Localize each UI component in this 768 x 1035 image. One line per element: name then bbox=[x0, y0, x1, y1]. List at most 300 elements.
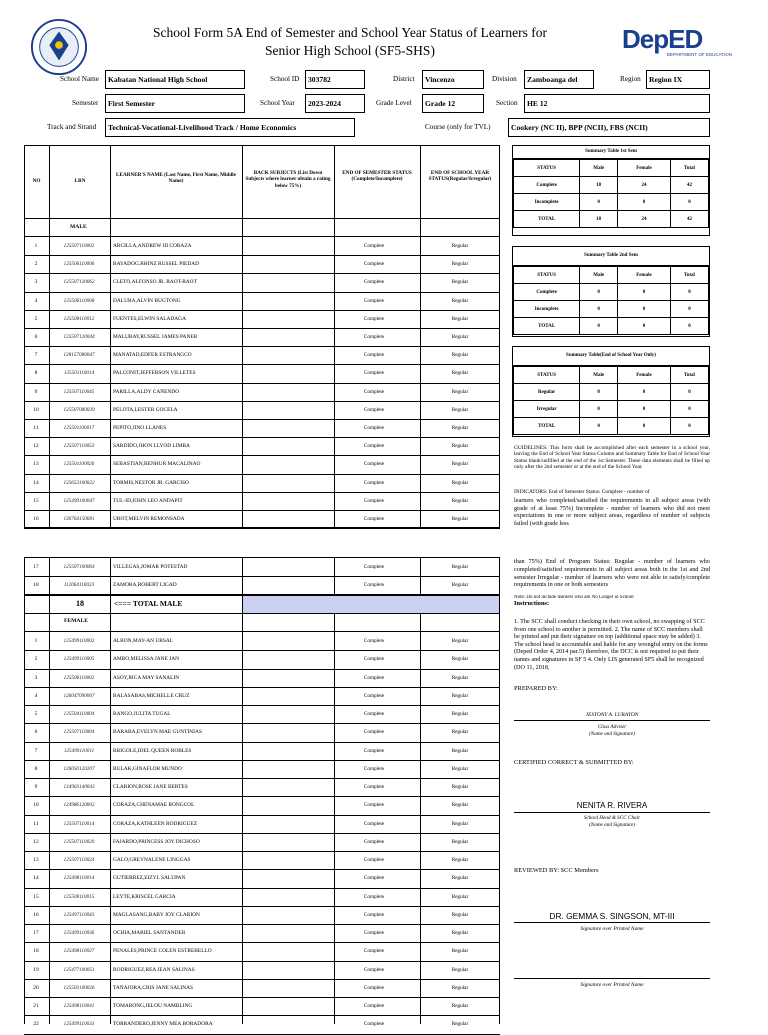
end-semester-status: Complete bbox=[363, 893, 385, 900]
school-head-signature-line bbox=[514, 812, 710, 813]
region-label: Region bbox=[620, 75, 641, 83]
learner-name: PARILLA,ALDY CAÑENDO bbox=[113, 388, 180, 395]
school-head-name: NENITA R. RIVERA bbox=[576, 801, 648, 810]
learner-lrn: 125508110012 bbox=[63, 315, 95, 322]
learner-name: DALURA,ALVIN BUGTONG bbox=[113, 297, 181, 304]
scc-signature-caption-2: Signature over Printed Name bbox=[580, 982, 644, 988]
form-title bbox=[100, 24, 600, 60]
school-year-label: School Year bbox=[260, 99, 295, 107]
end-year-status: Regular bbox=[451, 729, 469, 736]
learner-no: 19 bbox=[33, 966, 39, 973]
division-field: Zamboanga del bbox=[524, 70, 594, 89]
end-year-status: Regular bbox=[451, 875, 469, 882]
division-label: Division bbox=[492, 75, 517, 83]
end-year-status: Regular bbox=[451, 1003, 469, 1009]
school-head-role: School Head & SCC Chair bbox=[583, 815, 641, 821]
table-row bbox=[24, 558, 499, 576]
learner-lrn: 112064110023 bbox=[63, 582, 95, 589]
summary-3-title: Summary Table(End of School Year Only) bbox=[513, 347, 709, 366]
learner-no: 10 bbox=[33, 802, 39, 809]
table-row bbox=[24, 906, 499, 924]
learner-name: BANGO,JULITA TUGAL bbox=[113, 711, 171, 717]
end-year-status: Regular bbox=[451, 893, 469, 900]
learner-lrn: 125507120062 bbox=[63, 279, 95, 286]
learner-no: 13 bbox=[33, 857, 39, 863]
table-row bbox=[24, 310, 499, 328]
summary-table-1st-sem bbox=[512, 145, 710, 236]
end-semester-status: Complete bbox=[363, 838, 385, 845]
header-lrn: LRN bbox=[74, 178, 86, 184]
summary-value-cell: 0 bbox=[618, 284, 671, 301]
learner-lrn: 125508110015 bbox=[63, 893, 95, 900]
learner-name: BALASABAS,MICHELLE CRUZ bbox=[113, 692, 190, 699]
summary-value-cell: 0 bbox=[670, 418, 708, 435]
summary-value-cell: 18 bbox=[580, 211, 618, 228]
end-semester-status: Complete bbox=[363, 857, 385, 863]
end-semester-status: Complete bbox=[363, 729, 385, 736]
learner-no: 1 bbox=[34, 638, 38, 644]
learner-lrn: 125507080039 bbox=[63, 406, 95, 413]
summary-row bbox=[514, 211, 709, 228]
section-label: Section bbox=[496, 99, 518, 107]
end-year-status: Regular bbox=[451, 984, 469, 991]
total-male-count: 18 bbox=[76, 599, 84, 608]
summary-value-cell: 0 bbox=[580, 384, 618, 401]
learner-lrn: 125477100051 bbox=[63, 966, 95, 973]
end-semester-status: Complete bbox=[363, 984, 385, 991]
learner-lrn: 125499110011 bbox=[63, 747, 95, 754]
learner-name: PEPITO,JINO LLANES bbox=[113, 425, 167, 431]
learner-no: 1 bbox=[34, 243, 38, 249]
table-row bbox=[24, 1015, 499, 1033]
learner-name: SEBASTIAN,BENHUR MACALINAO bbox=[113, 461, 201, 468]
table-row bbox=[24, 723, 499, 741]
table-row bbox=[24, 455, 499, 473]
end-year-status: Regular bbox=[451, 711, 469, 717]
table-row bbox=[24, 778, 499, 796]
learner-lrn: 125499110002 bbox=[63, 638, 95, 644]
summary-value-cell: Male bbox=[580, 267, 618, 284]
table-row bbox=[24, 979, 499, 997]
learner-no: 12 bbox=[33, 443, 39, 450]
end-year-status: Regular bbox=[451, 656, 469, 663]
summary-row bbox=[514, 284, 709, 301]
summary-status-cell: Irregular bbox=[514, 401, 580, 418]
table-row bbox=[24, 492, 499, 510]
end-year-status: Regular bbox=[451, 425, 469, 431]
table-row bbox=[24, 888, 499, 906]
end-semester-status: Complete bbox=[363, 820, 385, 827]
summary-value-cell: 0 bbox=[580, 284, 618, 301]
learner-no: 15 bbox=[33, 893, 39, 900]
learner-lrn: 125507110020 bbox=[63, 838, 95, 845]
table-row bbox=[24, 961, 499, 979]
summary-status-cell: STATUS bbox=[514, 367, 580, 384]
summary-table-end-of-year bbox=[512, 346, 710, 437]
summary-value-cell: Total bbox=[670, 367, 708, 384]
end-year-status: Regular bbox=[451, 692, 469, 699]
prepared-by-label: PREPARED BY: bbox=[514, 685, 558, 692]
end-year-status: Regular bbox=[451, 948, 469, 955]
learner-name: TOMARONG,JELOU NAMBLING bbox=[113, 1003, 193, 1009]
summary-status-cell: Complete bbox=[514, 177, 580, 194]
scc-signature-caption-1: Signature over Printed Name bbox=[580, 926, 644, 932]
school-head-signature-caption: (Name and Signature) bbox=[589, 822, 635, 828]
instructions-title: Instructions: bbox=[514, 600, 550, 607]
end-year-status: Regular bbox=[451, 261, 469, 268]
table-row bbox=[24, 292, 499, 310]
end-year-status: Regular bbox=[451, 352, 469, 359]
summary-row bbox=[514, 301, 709, 318]
table-row bbox=[24, 437, 499, 455]
end-semester-status: Complete bbox=[363, 352, 385, 359]
learner-name: ARCILLA,ANDREW III CORAZA bbox=[113, 243, 192, 249]
summary-table-2nd-sem bbox=[512, 246, 710, 337]
learner-lrn: 125506110002 bbox=[63, 674, 95, 681]
learner-no: 9 bbox=[34, 388, 38, 395]
learner-lrn: 125501110014 bbox=[63, 370, 95, 377]
title-line-2: Senior High School (SF5-SHS) bbox=[265, 43, 435, 58]
learner-no: 12 bbox=[33, 838, 39, 845]
end-year-status: Regular bbox=[451, 1021, 469, 1028]
learner-lrn: 125507110004 bbox=[63, 729, 95, 736]
learner-no: 18 bbox=[33, 582, 39, 589]
end-semester-status: Complete bbox=[363, 582, 385, 589]
total-male-label: <=== TOTAL MALE bbox=[114, 599, 183, 608]
end-semester-status: Complete bbox=[363, 516, 385, 522]
table-row bbox=[24, 796, 499, 814]
summary-status-cell: Incomplete bbox=[514, 301, 580, 318]
school-year-field: 2023-2024 bbox=[305, 94, 365, 113]
district-field: Vincenzo bbox=[422, 70, 484, 89]
table-row bbox=[24, 833, 499, 851]
district-label: District bbox=[393, 75, 415, 83]
learner-no: 7 bbox=[34, 352, 38, 359]
end-semester-status: Complete bbox=[363, 638, 385, 644]
end-semester-status: Complete bbox=[363, 1003, 385, 1009]
end-semester-status: Complete bbox=[363, 261, 385, 268]
table-row bbox=[24, 742, 499, 760]
learner-name: MAGLASANG,BABY JOY CLARION bbox=[113, 911, 200, 918]
end-year-status: Regular bbox=[451, 820, 469, 827]
end-year-status: Regular bbox=[451, 479, 469, 486]
learner-no: 21 bbox=[33, 1003, 39, 1009]
table-row bbox=[24, 669, 499, 687]
learner-lrn: 125507110053 bbox=[63, 443, 95, 450]
summary-value-cell: 24 bbox=[618, 211, 671, 228]
learner-name: ZAMORA,ROBERT LIGAD bbox=[113, 582, 177, 589]
end-semester-status: Complete bbox=[363, 564, 385, 570]
end-semester-status: Complete bbox=[363, 388, 385, 395]
note-text: Note: Do not include learners who are No Longer in School bbox=[514, 595, 634, 600]
table-row bbox=[24, 687, 499, 705]
summary-header-row bbox=[514, 160, 709, 177]
summary-value-cell: Male bbox=[580, 367, 618, 384]
summary-value-cell: Female bbox=[618, 160, 671, 177]
table-row bbox=[24, 419, 499, 437]
table-row bbox=[24, 510, 499, 528]
table-row bbox=[24, 869, 499, 887]
summary-1-title: Summary Table 1st Sem bbox=[513, 146, 709, 159]
summary-row bbox=[514, 177, 709, 194]
table-row bbox=[24, 997, 499, 1015]
grade-level-field: Grade 12 bbox=[422, 94, 484, 113]
table-row bbox=[24, 474, 499, 492]
summary-value-cell: Total bbox=[670, 267, 708, 284]
learner-no: 7 bbox=[34, 747, 38, 754]
end-semester-status: Complete bbox=[363, 497, 385, 504]
summary-status-cell: Regular bbox=[514, 384, 580, 401]
learner-lrn: 125507100064 bbox=[63, 564, 95, 570]
table-row bbox=[24, 401, 499, 419]
learner-name: PALCONIT,JEFFERSON VILLETES bbox=[113, 370, 196, 377]
end-year-status: Regular bbox=[451, 911, 469, 918]
learner-name: CORAZA,CHENAMAE BONGCOL bbox=[113, 802, 195, 809]
table-row bbox=[24, 364, 499, 382]
learner-lrn: 125507110045 bbox=[63, 388, 95, 395]
learner-lrn: 125499110005 bbox=[63, 656, 95, 663]
learner-name: MANATAD,EDFER ESTRANGCO bbox=[113, 352, 192, 359]
learner-name: TORMIS,NESTOR JR. GARCISO bbox=[113, 479, 189, 486]
summary-value-cell: 0 bbox=[618, 301, 671, 318]
end-year-status: Regular bbox=[451, 784, 469, 790]
summary-header-row bbox=[514, 367, 709, 384]
learner-lrn: 125499110033 bbox=[63, 1021, 95, 1028]
table-row bbox=[24, 650, 499, 668]
summary-value-cell: 0 bbox=[580, 194, 618, 211]
table-row bbox=[24, 851, 499, 869]
summary-value-cell: 0 bbox=[580, 401, 618, 418]
table-row bbox=[24, 576, 499, 594]
end-semester-status: Complete bbox=[363, 802, 385, 809]
summary-value-cell: 24 bbox=[618, 177, 671, 194]
section-field: HE 12 bbox=[524, 94, 710, 113]
learner-no: 16 bbox=[33, 516, 39, 522]
table-row bbox=[24, 942, 499, 960]
learner-name: AMBO,MELISSA JANE JAN bbox=[113, 656, 180, 663]
learner-no: 6 bbox=[34, 729, 38, 736]
learner-name: CLETO,ALFONSO JR. RAOT-RAOT bbox=[113, 279, 197, 286]
end-semester-status: Complete bbox=[363, 948, 385, 955]
end-year-status: Regular bbox=[451, 516, 469, 522]
learner-name: UROT,MELVIN REMONSADA bbox=[113, 516, 185, 522]
learner-lrn: 125507110002 bbox=[63, 243, 95, 249]
end-year-status: Regular bbox=[451, 582, 469, 589]
deped-sub-text: DEPARTMENT OF EDUCATION bbox=[666, 52, 732, 57]
learner-name: LEYTE,KRISCEL GARCIA bbox=[113, 893, 176, 900]
adviser-name: JESTONY A. LURATON bbox=[585, 712, 639, 718]
summary-value-cell: Male bbox=[580, 160, 618, 177]
indicators-continued: than 75%) End of Program Status: Regular - number of learners who completed/satisfied requirements in all subject areas both in the 1st and 2nd semester Irregular - number of learners who were not able to satisfy/complete requirements in one or both semesters bbox=[514, 558, 710, 589]
end-year-status: Regular bbox=[451, 564, 469, 570]
learner-lrn: 134903140043 bbox=[63, 784, 95, 790]
table-row bbox=[24, 255, 499, 273]
instructions-text: 1. The SCC shall conduct checking in their own school, no swapping of SCC from one school to another is permitted. 2. The name of SCC members shall be printed and put their signature on top (additional space may be added) 3. The school head is accountable and liable for any wrongful entry on the forms (Deped Order 4, 2014 par.5) therefore, the DCC is not required to put their names and signatures in SF 5 4. Only LIS generated SF5 shall be recognized (DO 11, 2018, bbox=[514, 618, 708, 671]
learner-name: BULAK,GINAFLOR MUNDO bbox=[113, 765, 182, 772]
summary-value-cell: 0 bbox=[670, 384, 708, 401]
end-semester-status: Complete bbox=[363, 370, 385, 377]
summary-value-cell: 0 bbox=[618, 418, 671, 435]
end-year-status: Regular bbox=[451, 857, 469, 863]
summary-value-cell: 0 bbox=[580, 418, 618, 435]
learner-lrn: 125503100026 bbox=[63, 984, 95, 991]
table-row bbox=[24, 924, 499, 942]
learner-lrn: 125498110014 bbox=[63, 875, 95, 882]
learner-lrn: 126047090007 bbox=[63, 692, 95, 699]
learner-name: TORRANDERO,JENNY MEA BORADORA bbox=[113, 1021, 213, 1028]
learner-name: MALUBAY,RUSSEL JAMES PANER bbox=[113, 334, 198, 340]
summary-status-cell: TOTAL bbox=[514, 211, 580, 228]
adviser-signature-caption: (Name and Signature) bbox=[589, 731, 635, 737]
summary-value-cell: 0 bbox=[670, 301, 708, 318]
learner-no: 17 bbox=[33, 930, 39, 936]
learner-name: FUENTES,ELWIN SALADAGA bbox=[113, 315, 186, 322]
learner-no: 9 bbox=[34, 784, 38, 790]
end-year-status: Regular bbox=[451, 638, 469, 644]
learner-lrn: 128157080047 bbox=[63, 352, 95, 359]
learner-lrn: 125501100026 bbox=[63, 461, 95, 468]
learner-name: TAÑAJORA,CRIS JANE SALINAS bbox=[113, 984, 193, 991]
summary-status-cell: Incomplete bbox=[514, 194, 580, 211]
end-year-status: Regular bbox=[451, 279, 469, 286]
summary-2-title: Summary Table 2nd Sem bbox=[513, 247, 709, 266]
learner-no: 2 bbox=[34, 261, 38, 268]
end-semester-status: Complete bbox=[363, 479, 385, 486]
summary-value-cell: 0 bbox=[618, 318, 671, 335]
learner-name: BARABA,EVELYN MAE GUNTINIAS bbox=[113, 729, 202, 736]
learner-no: 11 bbox=[33, 425, 39, 431]
learner-no: 8 bbox=[34, 370, 38, 377]
table-row bbox=[24, 328, 499, 346]
end-year-status: Regular bbox=[451, 966, 469, 973]
learner-name: TUL-ID,JOHN LEO ANDAPIT bbox=[113, 497, 183, 504]
end-semester-status: Complete bbox=[363, 911, 385, 918]
learner-name: GUTIERREZ,EIZYL SALUPAN bbox=[113, 875, 186, 882]
summary-value-cell: 0 bbox=[618, 401, 671, 418]
learner-lrn: 125507110024 bbox=[63, 857, 95, 863]
female-section-label: FEMALE bbox=[64, 618, 88, 624]
summary-value-cell: 0 bbox=[670, 194, 708, 211]
total-male-highlight bbox=[243, 596, 499, 613]
table-row bbox=[24, 273, 499, 291]
end-year-status: Regular bbox=[451, 747, 469, 754]
end-semester-status: Complete bbox=[363, 784, 385, 790]
learner-name: RODRIGUEZ,REA JEAN SALINAS bbox=[113, 966, 195, 973]
summary-row bbox=[514, 318, 709, 335]
school-id-label: School ID bbox=[270, 75, 300, 83]
indicators-text: learners who completed/satisfied the requirements in all subject areas (with grade of at least 75%) Incomplete - number of learners who did not meet expectations in one or more subject areas, regardless of number of subjects failed (with grade less bbox=[514, 497, 710, 527]
summary-value-cell: 42 bbox=[670, 177, 708, 194]
learner-name: ALBON,MAY-AN URSAL bbox=[113, 638, 174, 644]
learner-no: 5 bbox=[34, 315, 38, 322]
region-field: Region IX bbox=[646, 70, 710, 89]
learner-lrn: 125507120044 bbox=[63, 334, 95, 340]
summary-row bbox=[514, 418, 709, 435]
end-semester-status: Complete bbox=[363, 443, 385, 450]
learner-no: 11 bbox=[33, 820, 39, 827]
end-semester-status: Complete bbox=[363, 461, 385, 468]
table-row bbox=[24, 760, 499, 778]
learner-lrn: 125506110008 bbox=[63, 297, 95, 304]
learner-name: CORAZA,KATHLEEN RODRIGUEZ bbox=[113, 820, 198, 827]
summary-row bbox=[514, 401, 709, 418]
summary-value-cell: 42 bbox=[670, 211, 708, 228]
learner-name: ASOY,RICA MAY SANALIN bbox=[113, 674, 180, 681]
summary-status-cell: STATUS bbox=[514, 160, 580, 177]
summary-status-cell: TOTAL bbox=[514, 418, 580, 435]
end-year-status: Regular bbox=[451, 370, 469, 377]
end-semester-status: Complete bbox=[363, 875, 385, 882]
adviser-role: Class Adviser bbox=[597, 724, 627, 730]
course-field: Cookery (NC II), BPP (NCII), FBS (NCII) bbox=[508, 118, 710, 137]
learner-no: 17 bbox=[33, 564, 39, 570]
track-field: Technical-Vocational-Livelihood Track / Home Economics bbox=[105, 118, 355, 137]
learner-no: 4 bbox=[34, 692, 38, 699]
learner-name: CLARION,ROSE JANE BERTES bbox=[113, 784, 188, 790]
scc-signature-line-1 bbox=[514, 922, 710, 923]
header-back-subjects: BACK SUBJECTS (List Down Subjects where learner obtain a rating below 75%) bbox=[245, 170, 331, 189]
end-year-status: Regular bbox=[451, 802, 469, 809]
learner-no: 8 bbox=[34, 765, 38, 772]
end-year-status: Regular bbox=[451, 297, 469, 304]
learner-no: 18 bbox=[33, 948, 39, 955]
end-year-status: Regular bbox=[451, 334, 469, 340]
learner-lrn: 126050120207 bbox=[63, 765, 95, 772]
semester-field: First Semester bbox=[105, 94, 245, 113]
learner-no: 3 bbox=[34, 674, 38, 681]
learner-lrn: 125506110006 bbox=[63, 261, 95, 268]
learner-lrn: 125653100022 bbox=[63, 479, 95, 486]
certified-label: CERTIFIED CORRECT & SUBMITTED BY: bbox=[514, 759, 634, 766]
learner-no: 14 bbox=[33, 479, 39, 486]
learner-no: 15 bbox=[33, 497, 39, 504]
learner-no: 22 bbox=[33, 1021, 39, 1028]
learner-lrn: 125497110043 bbox=[63, 911, 95, 918]
learner-name: BAYADOG,RHINZ RUSSEL PIEDAD bbox=[113, 261, 200, 268]
table-row bbox=[24, 632, 499, 650]
end-year-status: Regular bbox=[451, 243, 469, 249]
end-semester-status: Complete bbox=[363, 674, 385, 681]
end-semester-status: Complete bbox=[363, 279, 385, 286]
summary-value-cell: 0 bbox=[670, 401, 708, 418]
end-semester-status: Complete bbox=[363, 315, 385, 322]
end-semester-status: Complete bbox=[363, 297, 385, 304]
learner-no: 2 bbox=[34, 656, 38, 663]
end-semester-status: Complete bbox=[363, 930, 385, 936]
end-year-status: Regular bbox=[451, 838, 469, 845]
end-semester-status: Complete bbox=[363, 243, 385, 249]
end-semester-status: Complete bbox=[363, 711, 385, 717]
reviewed-by-label: REVIEWED BY: SCC Members bbox=[514, 867, 599, 874]
summary-value-cell: 0 bbox=[580, 301, 618, 318]
end-semester-status: Complete bbox=[363, 1021, 385, 1028]
table-row bbox=[24, 705, 499, 723]
summary-value-cell: 0 bbox=[618, 384, 671, 401]
learner-lrn: 124986120002 bbox=[63, 802, 95, 809]
summary-row bbox=[514, 384, 709, 401]
end-semester-status: Complete bbox=[363, 747, 385, 754]
learner-no: 6 bbox=[34, 334, 38, 340]
deped-logo-text: DepED bbox=[622, 24, 703, 54]
learner-name: SARDIDO,JHON LLYOD LIMBA bbox=[113, 443, 190, 450]
school-name-field: Kabatan National High School bbox=[105, 70, 245, 89]
summary-status-cell: Complete bbox=[514, 284, 580, 301]
course-label: Course (only for TVL) bbox=[425, 123, 491, 131]
deped-seal-logo bbox=[30, 18, 88, 76]
learner-no: 4 bbox=[34, 297, 38, 304]
school-id-field: 303782 bbox=[305, 70, 365, 89]
end-semester-status: Complete bbox=[363, 334, 385, 340]
